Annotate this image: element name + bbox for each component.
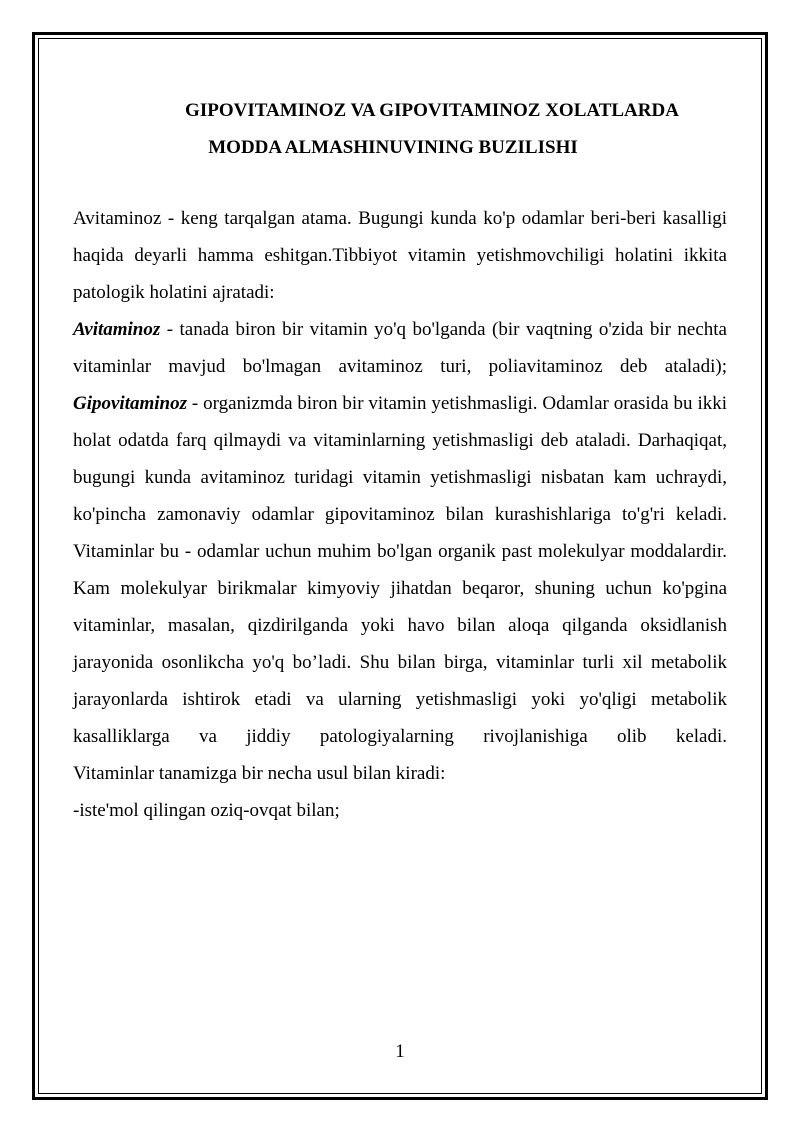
gipovitaminoz-term: Gipovitaminoz (73, 393, 188, 414)
avitaminoz-term: Avitaminoz (73, 319, 161, 340)
document-title-line-1: GIPOVITAMINOZ VA GIPOVITAMINOZ XOLATLARDA (185, 100, 679, 121)
avitaminoz-paragraph (73, 311, 727, 385)
page-number: 1 (395, 1041, 405, 1062)
avitaminoz-definition: - tanada biron bir vitamin yo'q bo'lganda (bir vaqtning o'zida bir nechta vitaminlar mavjud bo'lmagan avitaminoz turi, poliavitaminoz deb ataladi); (73, 319, 727, 377)
gipovitaminoz-definition: - organizmda biron bir vitamin yetishmasligi. Odamlar orasida bu ikki holat odatda farq qilmaydi va vitaminlarning yetishmasligi deb ataladi. Darhaqiqat, bugungi kunda avitaminoz turidagi vitamin yetishmasligi nisbatan kam uchraydi, ko'pincha zamonaviy odamlar gipovitaminoz bilan kurashishlariga to'g'ri keladi. (73, 393, 727, 525)
intake-list-item: -iste'mol qilingan oziq-ovqat bilan; (73, 800, 340, 821)
intro-paragraph: Avitaminoz - keng tarqalgan atama. Bugungi kunda ko'p odamlar beri-beri kasalligi haqida deyarli hamma eshitgan.Tibbiyot vitamin yetishmovchiligi holatini ikkita patologik holatini ajratadi: (73, 208, 727, 303)
document-title-line-2: MODDA ALMASHINUVINING BUZILISHI (208, 137, 578, 158)
gipovitaminoz-paragraph (73, 385, 727, 533)
document-body (73, 200, 727, 829)
intake-paragraph: Vitaminlar tanamizga bir necha usul bilan kiradi: (73, 763, 446, 784)
vitamins-paragraph: Vitaminlar bu - odamlar uchun muhim bo'lgan organik past molekulyar moddalardir. Kam molekulyar birikmalar kimyoviy jihatdan beqaror, shuning uchun ko'pgina vitaminlar, masalan, qizdirilganda yoki havo bilan aloqa qilganda oksidlanish jarayonida osonlikcha yo'q bo’ladi. Shu bilan birga, vitaminlar turli xil metabolik jarayonlarda ishtirok etadi va ularning yetishmasligi yoki yo'qligi metabolik kasalliklarga va jiddiy patologiyalarning rivojlanishiga olib keladi. (73, 541, 727, 747)
